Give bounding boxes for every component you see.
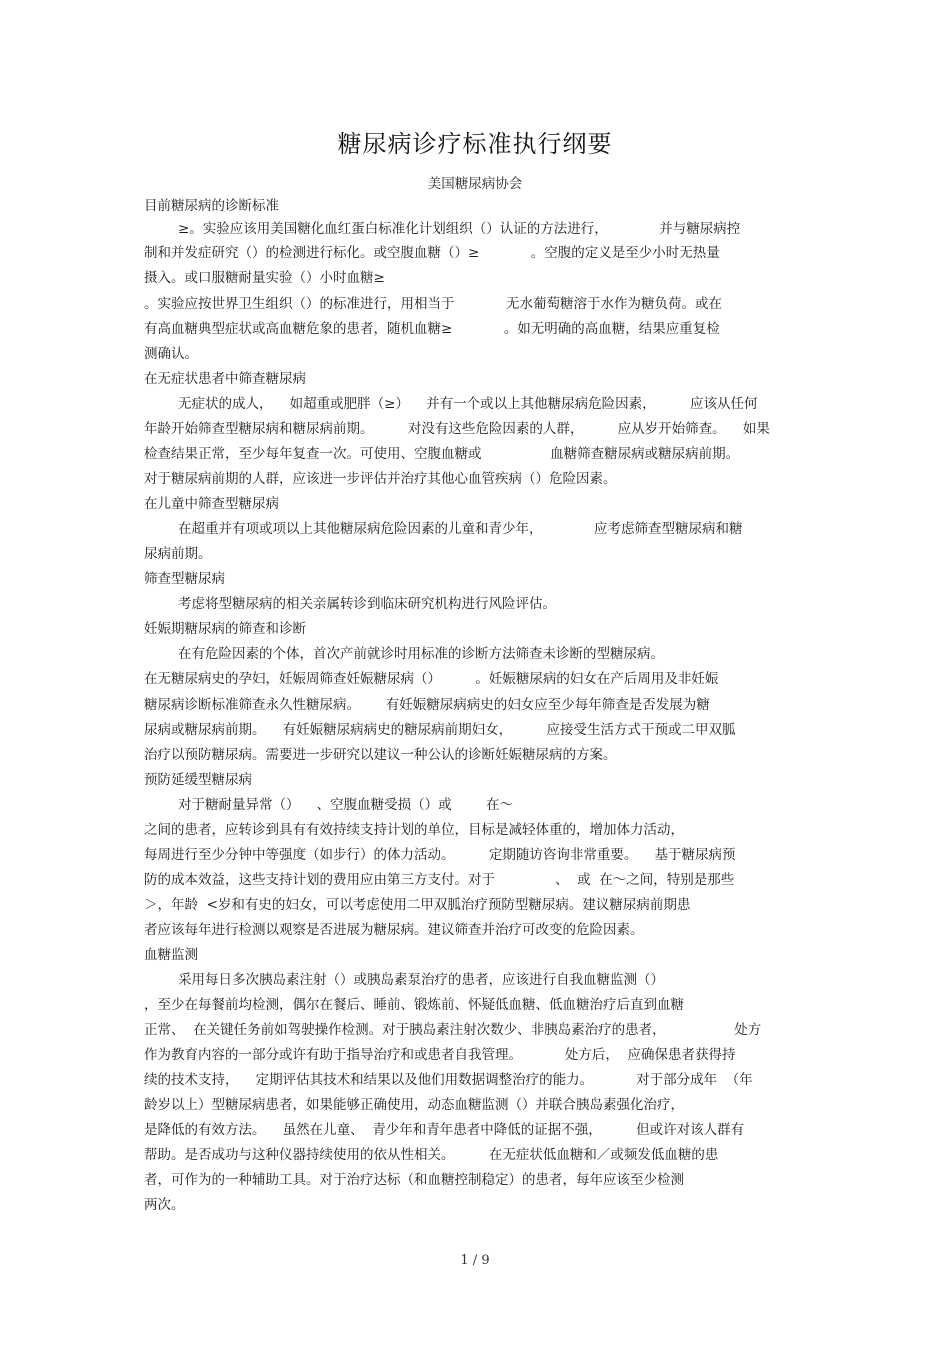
paragraph-line: 检查结果正常，至少每年复查一次。可使用、空腹血糖或 血糖筛查糖尿病或糖尿病前期。 [144, 446, 740, 462]
paragraph-line: 续的技术支持， 定期评估其技术和结果以及他们用数据调整治疗的能力。 对于部分成年 （年 [144, 1072, 753, 1088]
paragraph-line: 年龄开始筛查型糖尿病和糖尿病前期。 对没有这些危险因素的人群， 应从岁开始筛查。 如果 [144, 421, 770, 437]
paragraph-line: 。实验应按世界卫生组织（）的标准进行，用相当于 无水葡萄糖溶于水作为糖负荷。或在 [144, 296, 722, 312]
paragraph-line: 者，可作为的一种辅助工具。对于治疗达标（和血糖控制稳定）的患者，每年应该至少检测 [144, 1172, 684, 1188]
section-heading: 血糖监测 [144, 947, 198, 963]
paragraph-line: ≥。实验应该用美国糖化血红蛋白标准化计划组织（）认证的方法进行， 并与糖尿病控 [178, 221, 741, 237]
section-heading: 妊娠期糖尿病的筛查和诊断 [144, 621, 306, 637]
paragraph-line: ，至少在每餐前均检测，偶尔在餐后、睡前、锻炼前、怀疑低血糖、低血糖治疗后直到血糖 [144, 997, 684, 1013]
paragraph-line: 摄入。或口服糖耐量实验（）小时血糖≥ [144, 270, 385, 286]
paragraph-line: ＞，年龄 <岁和有史的妇女，可以考虑使用二甲双胍治疗预防型糖尿病。建议糖尿病前期患 [144, 897, 691, 913]
paragraph-line: 无症状的成人， 如超重或肥胖（≥） 并有一个或以上其他糖尿病危险因素， 应该从任何 [178, 396, 758, 412]
paragraph-line: 治疗以预防糖尿病。需要进一步研究以建议一种公认的诊断妊娠糖尿病的方案。 [144, 747, 617, 763]
paragraph-line: 糖尿病诊断标准筛查永久性糖尿病。 有妊娠糖尿病病史的妇女应至少每年筛查是否发展为糖 [144, 697, 710, 713]
paragraph-line: 者应该每年进行检测以观察是否进展为糖尿病。建议筛查并治疗可改变的危险因素。 [144, 922, 644, 938]
paragraph-line: 尿病前期。 [144, 546, 212, 562]
paragraph-line: 采用每日多次胰岛素注射（）或胰岛素泵治疗的患者，应该进行自我血糖监测（） [178, 972, 664, 988]
paragraph-line: 作为教育内容的一部分或许有助于指导治疗和或患者自我管理。 处方后， 应确保患者获得持 [144, 1047, 736, 1063]
paragraph-line: 帮助。是否成功与这种仪器持续使用的依从性相关。 在无症状低血糖和／或频发低血糖的患 [144, 1147, 719, 1163]
paragraph-line: 尿病或糖尿病前期。 有妊娠糖尿病病史的糖尿病前期妇女， 应接受生活方式干预或二甲双胍 [144, 722, 736, 738]
paragraph-line: 两次。 [144, 1197, 185, 1213]
section-heading: 筛查型糖尿病 [144, 571, 225, 587]
paragraph-line: 龄岁以上）型糖尿病患者，如果能够正确使用，动态血糖监测（）并联合胰岛素强化治疗， [144, 1097, 684, 1113]
section-heading: 目前糖尿病的诊断标准 [144, 198, 279, 214]
paragraph-line: 制和并发症研究（）的检测进行标化。或空腹血糖（）≥ 。空腹的定义是至少小时无热量 [144, 245, 720, 261]
paragraph-line: 对于糖耐量异常（） 、空腹血糖受损（）或 在～ [178, 797, 513, 813]
paragraph-line: 之间的患者，应转诊到具有有效持续支持计划的单位，目标是减轻体重的，增加体力活动， [144, 822, 684, 838]
paragraph-line: 考虑将型糖尿病的相关亲属转诊到临床研究机构进行风险评估。 [178, 596, 556, 612]
paragraph-line: 有高血糖典型症状或高血糖危象的患者，随机血糖≥ 。如无明确的高血糖，结果应重复检 [144, 321, 720, 337]
section-heading: 在儿童中筛查型糖尿病 [144, 496, 279, 512]
paragraph-line: 在超重并有项或项以上其他糖尿病危险因素的儿童和青少年， 应考虑筛查型糖尿病和糖 [178, 521, 743, 537]
paragraph-line: 正常、 在关键任务前如驾驶操作检测。对于胰岛素注射次数少、非胰岛素治疗的患者， 处方 [144, 1022, 762, 1038]
paragraph-line: 每周进行至少分钟中等强度（如步行）的体力活动。 定期随访咨询非常重要。 基于糖尿病预 [144, 847, 736, 863]
document-title: 糖尿病诊疗标准执行纲要 [337, 130, 613, 158]
section-heading: 在无症状患者中筛查糖尿病 [144, 371, 306, 387]
paragraph-line: 对于糖尿病前期的人群，应该进一步评估并治疗其他心血管疾病（）危险因素。 [144, 471, 617, 487]
paragraph-line: 测确认。 [144, 346, 198, 362]
paragraph-line: 在无糖尿病史的孕妇，妊娠周筛查妊娠糖尿病（） 。妊娠糖尿病的妇女在产后周用及非妊娠 [144, 671, 719, 687]
section-heading: 预防延缓型糖尿病 [144, 772, 252, 788]
paragraph-line: 在有危险因素的个体，首次产前就诊时用标准的诊断方法筛查未诊断的型糖尿病。 [178, 646, 664, 662]
page-number: 1 / 9 [460, 1253, 490, 1268]
paragraph-line: 防的成本效益，这些支持计划的费用应由第三方支付。对于 、 或 在～之间，特别是那些 [144, 872, 735, 888]
document-subtitle: 美国糖尿病协会 [427, 176, 523, 192]
paragraph-line: 是降低的有效方法。 虽然在儿童、 青少年和青年患者中降低的证据不强， 但或许对该人群有 [144, 1122, 745, 1138]
